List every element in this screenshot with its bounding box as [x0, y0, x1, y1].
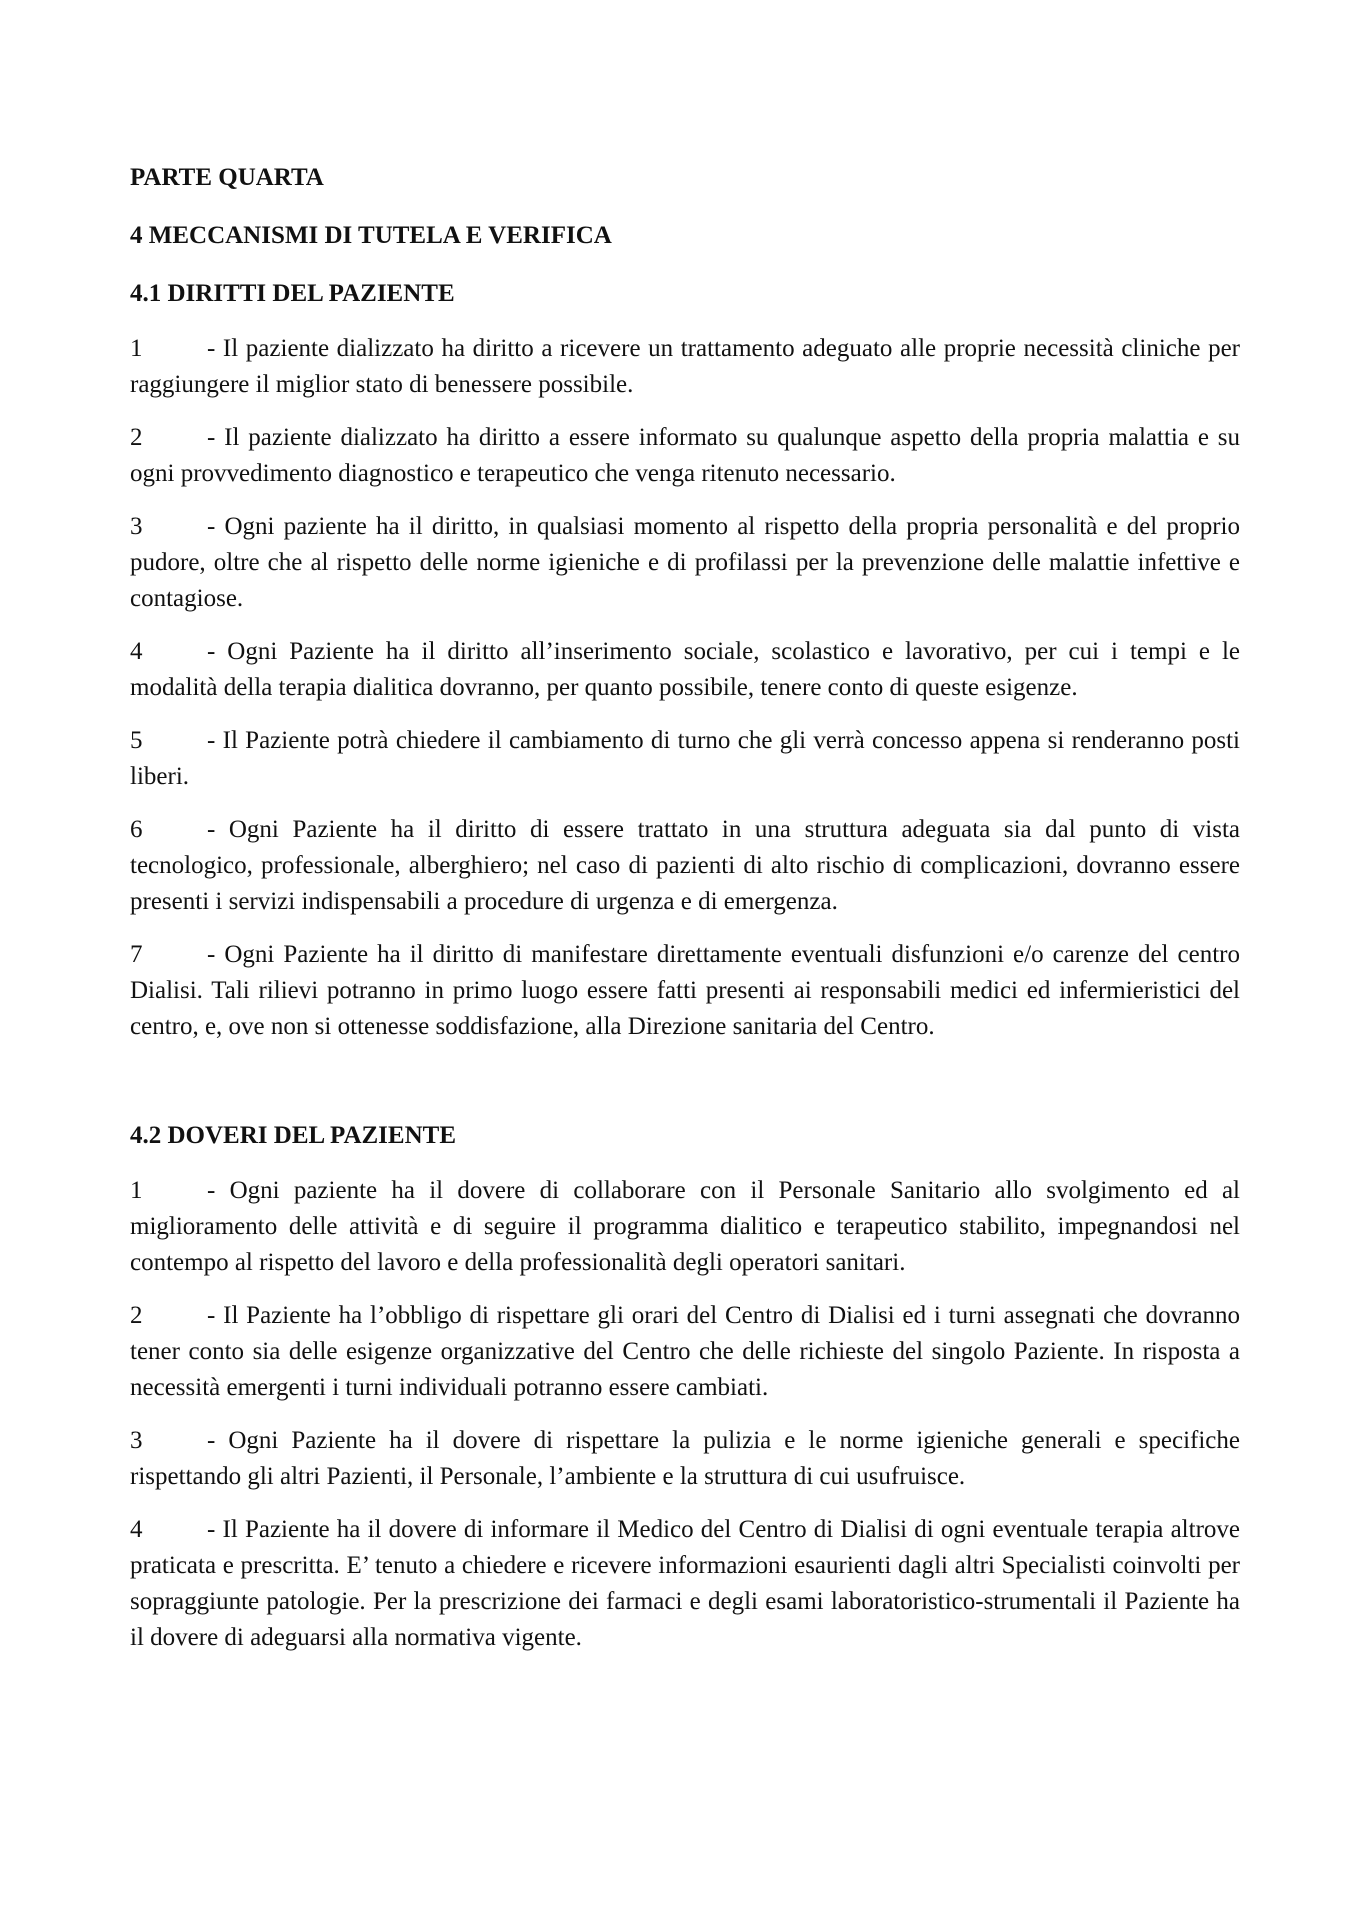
item-number: 7 — [130, 941, 143, 968]
item-text: - Il Paziente ha il dovere di informare il Medico del Centro di Dialisi di ogni eventuale terapia altrove praticata e prescritta. E’ tenuto a chiedere e ricevere informazioni esaurienti dagli altri Specialisti coinvolti per sopraggiunte patologie. Per la prescrizione dei farmaci e degli esami laboratoristico-strumentali il Paziente ha il dovere di adeguarsi alla normativa vigente. — [130, 1516, 1240, 1651]
item-text: - Il paziente dializzato ha diritto a essere informato su qualunque aspetto della propria malattia e su ogni provvedimento diagnostico e terapeutico che venga ritenuto necessario. — [130, 424, 1240, 487]
section-duties — [130, 1121, 1240, 1656]
list-item — [130, 420, 1240, 492]
item-text: - Ogni Paziente ha il diritto di manifestare direttamente eventuali disfunzioni e/o carenze del centro Dialisi. Tali rilievi potranno in primo luogo essere fatti presenti ai responsabili medici ed infermieristici del centro, e, ove non si ottenesse soddisfazione, alla Direzione sanitaria del Centro. — [130, 941, 1240, 1040]
item-number: 6 — [130, 816, 143, 843]
item-text: - Ogni paziente ha il diritto, in qualsiasi momento al rispetto della propria personalità e del proprio pudore, oltre che al rispetto delle norme igieniche e di profilassi per la prevenzione delle malattie infettive e contagiose. — [130, 513, 1240, 612]
item-number: 1 — [130, 335, 143, 362]
section-title: 4.2 DOVERI DEL PAZIENTE — [130, 1122, 456, 1149]
item-number: 3 — [130, 513, 143, 540]
list-item — [130, 1423, 1240, 1495]
list-item — [130, 812, 1240, 920]
chapter-title: 4 MECCANISMI DI TUTELA E VERIFICA — [130, 222, 612, 249]
item-text: - Ogni Paziente ha il diritto all’inserimento sociale, scolastico e lavorativo, per cui i tempi e le modalità della terapia dialitica dovranno, per quanto possibile, tenere conto di queste esigenze. — [130, 638, 1240, 701]
item-number: 5 — [130, 727, 143, 754]
item-text: - Il Paziente ha l’obbligo di rispettare gli orari del Centro di Dialisi ed i turni assegnati che dovranno tener conto sia delle esigenze organizzative del Centro che delle richieste del singolo Paziente. In risposta a necessità emergenti i turni individuali potranno essere cambiati. — [130, 1302, 1240, 1401]
list-item — [130, 509, 1240, 617]
list-item — [130, 1298, 1240, 1406]
item-text: - Il Paziente potrà chiedere il cambiamento di turno che gli verrà concesso appena si renderanno posti liberi. — [130, 727, 1240, 790]
item-number: 4 — [130, 638, 143, 665]
item-text: - Ogni paziente ha il dovere di collaborare con il Personale Sanitario allo svolgimento ed al miglioramento delle attività e di seguire il programma dialitico e terapeutico stabilito, impegnandosi nel contempo al rispetto del lavoro e della professionalità degli operatori sanitari. — [130, 1177, 1240, 1276]
section-rights — [130, 279, 1240, 1045]
item-text: - Il paziente dializzato ha diritto a ricevere un trattamento adeguato alle proprie necessità cliniche per raggiungere il miglior stato di benessere possibile. — [130, 335, 1240, 398]
list-item — [130, 634, 1240, 706]
section-title: 4.1 DIRITTI DEL PAZIENTE — [130, 280, 455, 307]
list-item — [130, 331, 1240, 403]
item-number: 1 — [130, 1177, 143, 1204]
list-item — [130, 1173, 1240, 1281]
item-text: - Ogni Paziente ha il diritto di essere trattato in una struttura adeguata sia dal punto di vista tecnologico, professionale, alberghiero; nel caso di pazienti di alto rischio di complicazioni, dovranno essere presenti i servizi indispensabili a procedure di urgenza e di emergenza. — [130, 816, 1240, 915]
document-page — [130, 163, 1240, 1673]
item-number: 4 — [130, 1516, 143, 1543]
item-number: 2 — [130, 1302, 143, 1329]
part-title: PARTE QUARTA — [130, 164, 324, 191]
list-item — [130, 1512, 1240, 1656]
list-item — [130, 937, 1240, 1045]
list-item — [130, 723, 1240, 795]
item-number: 2 — [130, 424, 143, 451]
item-number: 3 — [130, 1427, 143, 1454]
item-text: - Ogni Paziente ha il dovere di rispettare la pulizia e le norme igieniche generali e specifiche rispettando gli altri Pazienti, il Personale, l’ambiente e la struttura di cui usufruisce. — [130, 1427, 1240, 1490]
